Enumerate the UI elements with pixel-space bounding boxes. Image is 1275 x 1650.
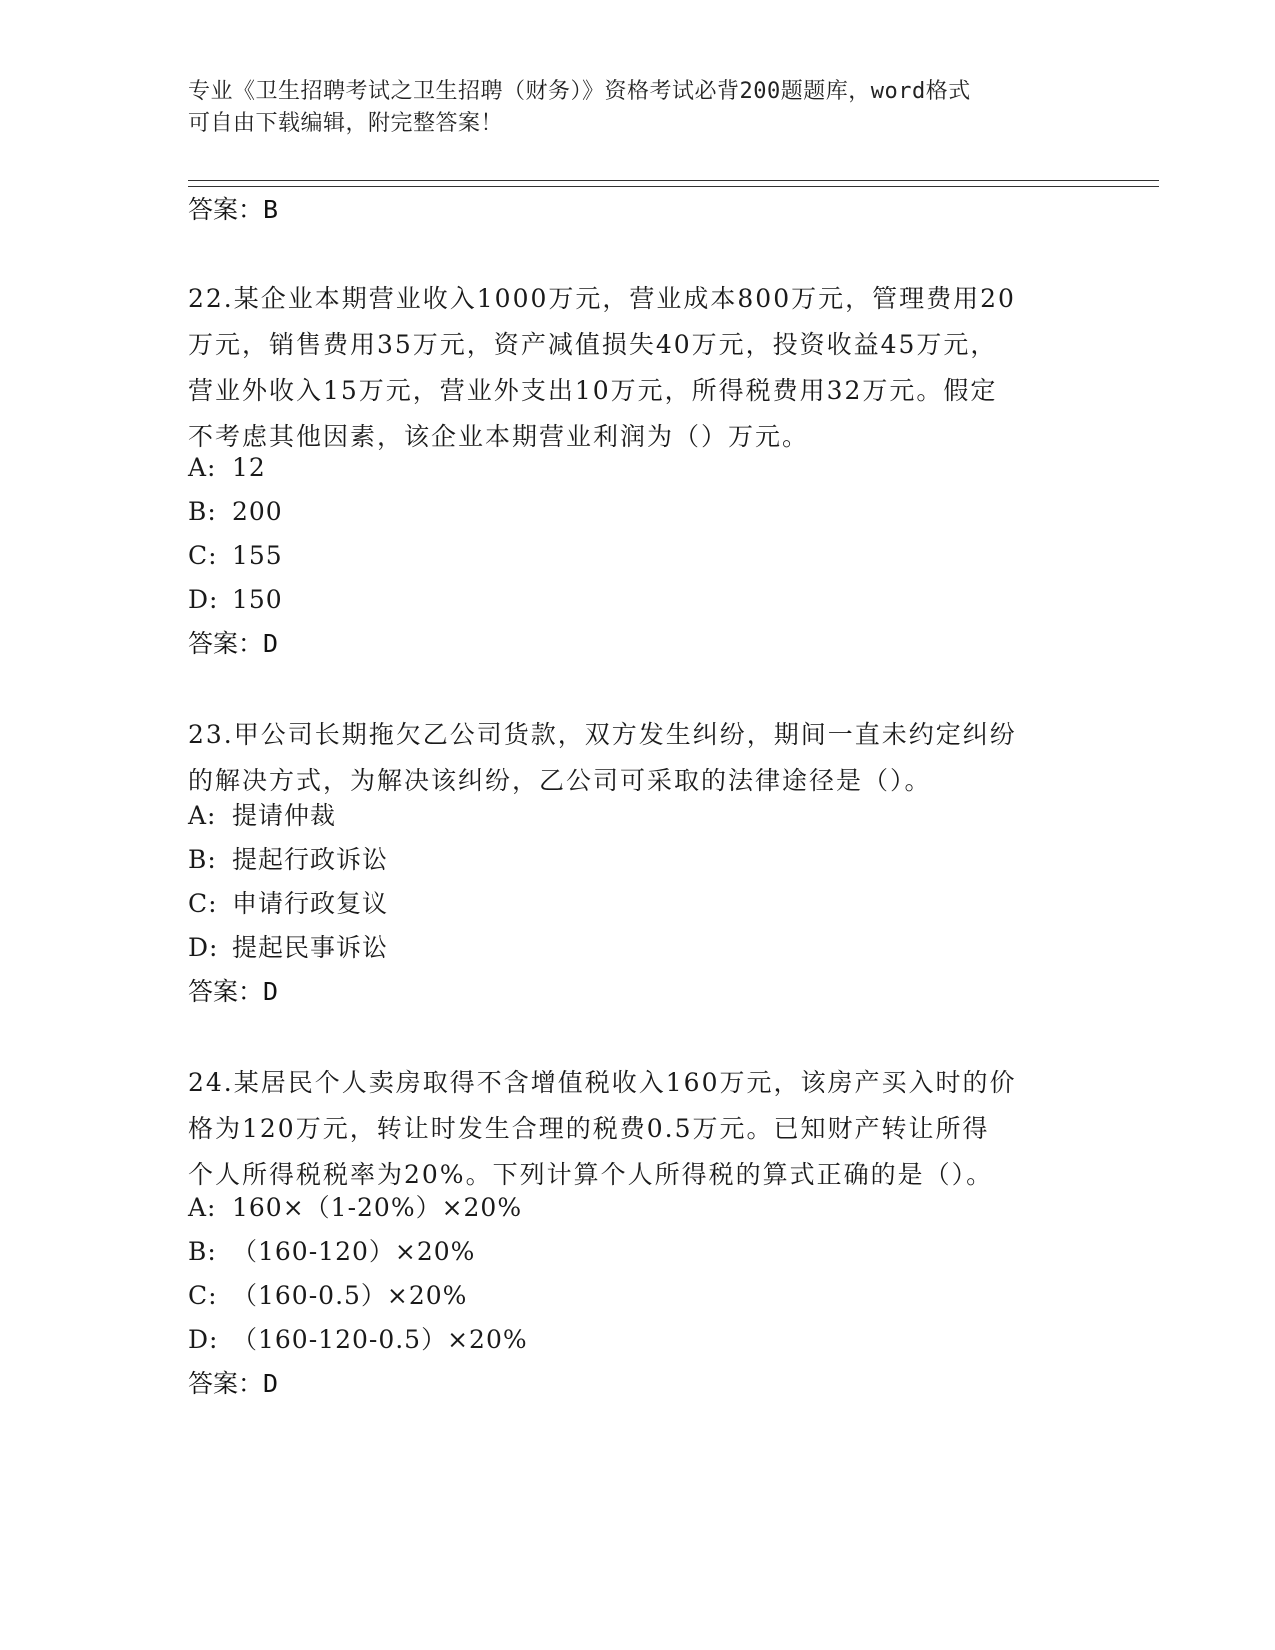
header-title-line-2: 可自由下载编辑，附完整答案！ — [188, 111, 504, 136]
option-text: （160-0.5）×20% — [232, 1281, 468, 1310]
question-22-option-b — [188, 494, 283, 530]
question-24-line-3: 个人所得税税率为20%。下列计算个人所得税的算式正确的是（）。 — [188, 1160, 994, 1189]
document-header — [188, 76, 1088, 140]
question-22-line-3: 营业外收入15万元，营业外支出10万元，所得税费用32万元。假定 — [188, 376, 998, 405]
question-22 — [188, 276, 1078, 460]
question-22-option-c — [188, 538, 283, 574]
question-23-option-d — [188, 930, 388, 966]
previous-answer: 答案：B — [188, 195, 279, 224]
question-24-line-2: 格为120万元，转让时发生合理的税费0.5万元。已知财产转让所得 — [188, 1114, 990, 1143]
option-key: B: — [188, 1237, 217, 1266]
question-23-line-2: 的解决方式，为解决该纠纷，乙公司可采取的法律途径是（）。 — [188, 766, 932, 795]
option-text: （160-120）×20% — [232, 1237, 476, 1266]
option-key: C: — [188, 541, 218, 570]
option-text: 160×（1-20%）×20% — [232, 1193, 523, 1222]
option-text: 12 — [232, 453, 266, 482]
option-text: 提起行政诉讼 — [232, 845, 389, 874]
question-22-answer: 答案：D — [188, 629, 279, 658]
option-key: D: — [188, 933, 219, 962]
option-key: B: — [188, 845, 217, 874]
header-divider — [188, 180, 1159, 187]
option-text: 申请行政复议 — [232, 889, 389, 918]
question-24-option-a — [188, 1190, 522, 1226]
option-key: B: — [188, 497, 217, 526]
option-text: 提请仲裁 — [232, 801, 337, 830]
question-23-option-a — [188, 798, 336, 834]
question-22-line-4: 不考虑其他因素，该企业本期营业利润为（）万元。 — [188, 422, 810, 451]
option-key: C: — [188, 1281, 218, 1310]
option-text: 150 — [232, 585, 283, 614]
question-22-option-d — [188, 582, 283, 618]
option-text: 155 — [232, 541, 283, 570]
option-text: 提起民事诉讼 — [232, 933, 389, 962]
question-23 — [188, 712, 1078, 804]
option-key: A: — [188, 801, 217, 830]
question-22-line-1: 22.某企业本期营业收入1000万元，营业成本800万元，管理费用20 — [188, 284, 1016, 313]
question-23-line-1: 23.甲公司长期拖欠乙公司货款，双方发生纠纷，期间一直未约定纠纷 — [188, 720, 1017, 749]
question-22-line-2: 万元，销售费用35万元，资产减值损失40万元，投资收益45万元， — [188, 330, 998, 359]
question-24-option-c — [188, 1278, 467, 1314]
question-23-option-c — [188, 886, 388, 922]
option-key: A: — [188, 453, 217, 482]
option-key: C: — [188, 889, 218, 918]
question-23-option-b — [188, 842, 388, 878]
option-key: D: — [188, 1325, 219, 1354]
option-key: D: — [188, 585, 219, 614]
question-24-option-d — [188, 1322, 528, 1358]
header-title-line-1: 专业《卫生招聘考试之卫生招聘（财务）》资格考试必背200题题库，word格式 — [188, 79, 971, 104]
option-key: A: — [188, 1193, 217, 1222]
question-22-option-a — [188, 450, 266, 486]
question-23-answer: 答案：D — [188, 977, 279, 1006]
option-text: 200 — [232, 497, 283, 526]
question-24-answer: 答案：D — [188, 1369, 279, 1398]
option-text: （160-120-0.5）×20% — [232, 1325, 528, 1354]
question-24 — [188, 1060, 1078, 1198]
question-24-line-1: 24.某居民个人卖房取得不含增值税收入160万元，该房产买入时的价 — [188, 1068, 1017, 1097]
question-24-option-b — [188, 1234, 475, 1270]
